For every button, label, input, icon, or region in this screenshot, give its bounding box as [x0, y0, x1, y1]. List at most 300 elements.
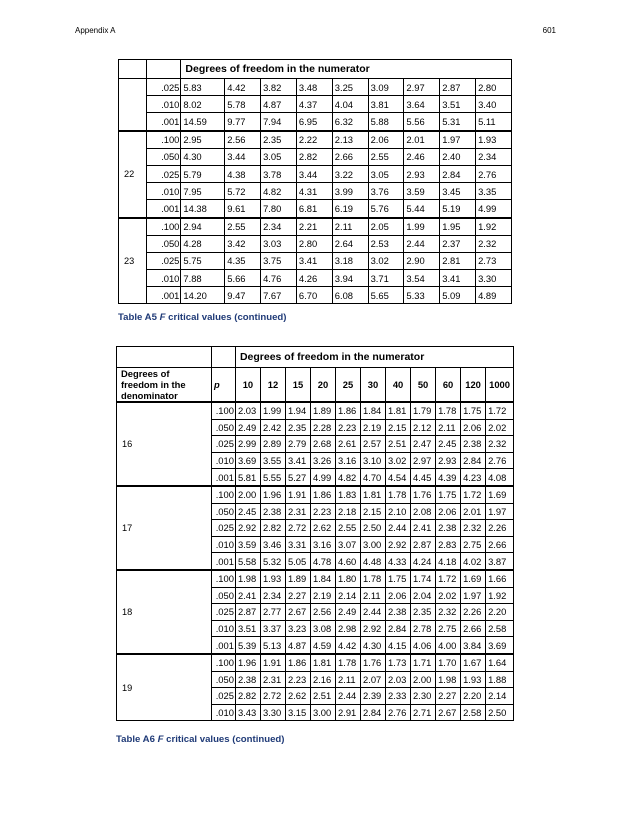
value-cell: 2.39	[361, 688, 386, 705]
den-cell: 17	[117, 486, 212, 570]
p-cell: .100	[212, 486, 236, 503]
value-cell: 3.41	[440, 270, 476, 287]
value-cell: 3.81	[368, 96, 404, 113]
table-row	[119, 218, 512, 236]
value-cell: 3.54	[404, 270, 440, 287]
value-cell: 1.76	[411, 486, 436, 503]
value-cell: 3.51	[235, 620, 260, 637]
value-cell: 5.27	[285, 469, 310, 486]
value-cell: 2.32	[461, 520, 486, 537]
value-cell: 2.66	[461, 620, 486, 637]
value-cell: 4.87	[285, 637, 310, 654]
value-cell: 2.06	[386, 587, 411, 604]
value-cell: 7.80	[261, 200, 297, 218]
column-header: 40	[386, 368, 411, 403]
value-cell: 2.44	[336, 688, 361, 705]
value-cell: 1.81	[310, 654, 335, 671]
value-cell: 3.40	[476, 96, 512, 113]
value-cell: 3.59	[404, 183, 440, 200]
value-cell: 2.93	[404, 165, 440, 182]
value-cell: 2.04	[411, 587, 436, 604]
value-cell: 2.87	[411, 536, 436, 553]
value-cell: 2.31	[260, 671, 285, 688]
value-cell: 3.64	[404, 96, 440, 113]
corner-cell	[212, 347, 236, 368]
value-cell: 1.83	[336, 486, 361, 503]
value-cell: 2.16	[310, 671, 335, 688]
value-cell: 2.49	[235, 419, 260, 436]
table-row	[119, 79, 512, 96]
value-cell: 1.92	[486, 587, 514, 604]
value-cell: 2.84	[386, 620, 411, 637]
value-cell: 3.82	[261, 79, 297, 96]
p-cell: .100	[147, 218, 181, 236]
value-cell: 2.41	[411, 520, 436, 537]
value-cell: 2.23	[310, 503, 335, 520]
value-cell: 3.07	[336, 536, 361, 553]
table-row	[119, 287, 512, 304]
value-cell: 5.81	[235, 469, 260, 486]
value-cell: 1.66	[486, 570, 514, 587]
table-row	[119, 113, 512, 131]
value-cell: 2.26	[461, 604, 486, 621]
value-cell: 2.14	[486, 688, 514, 705]
p-cell: .050	[147, 148, 181, 165]
value-cell: 4.06	[411, 637, 436, 654]
value-cell: 2.56	[310, 604, 335, 621]
value-cell: 2.64	[332, 235, 368, 252]
column-header: 30	[361, 368, 386, 403]
value-cell: 1.91	[285, 486, 310, 503]
value-cell: 1.98	[235, 570, 260, 587]
value-cell: 4.15	[386, 637, 411, 654]
value-cell: 2.19	[310, 587, 335, 604]
p-cell: .025	[212, 604, 236, 621]
value-cell: 7.94	[261, 113, 297, 131]
value-cell: 4.02	[461, 553, 486, 570]
value-cell: 1.97	[461, 587, 486, 604]
value-cell: 2.44	[404, 235, 440, 252]
value-cell: 9.77	[225, 113, 261, 131]
value-cell: 2.01	[461, 503, 486, 520]
value-cell: 2.81	[440, 252, 476, 269]
value-cell: 1.73	[386, 654, 411, 671]
p-cell: .100	[147, 131, 181, 149]
den-cell: 16	[117, 402, 212, 486]
value-cell: 2.56	[225, 131, 261, 149]
value-cell: 7.67	[261, 287, 297, 304]
value-cell: 3.48	[296, 79, 332, 96]
value-cell: 4.23	[461, 469, 486, 486]
value-cell: 3.16	[336, 452, 361, 469]
p-cell: .001	[147, 113, 181, 131]
value-cell: 2.35	[411, 604, 436, 621]
value-cell: 2.19	[361, 419, 386, 436]
value-cell: 5.31	[440, 113, 476, 131]
value-cell: 2.55	[368, 148, 404, 165]
value-cell: 1.75	[386, 570, 411, 587]
value-cell: 3.94	[332, 270, 368, 287]
p-cell: .025	[212, 436, 236, 453]
value-cell: 2.11	[336, 671, 361, 688]
value-cell: 3.55	[260, 452, 285, 469]
p-cell: .025	[147, 252, 181, 269]
value-cell: 3.18	[332, 252, 368, 269]
value-cell: 1.72	[461, 486, 486, 503]
value-cell: 5.44	[404, 200, 440, 218]
p-cell: .010	[147, 96, 181, 113]
value-cell: 4.39	[436, 469, 461, 486]
value-cell: 3.22	[332, 165, 368, 182]
value-cell: 3.42	[225, 235, 261, 252]
value-cell: 2.51	[310, 688, 335, 705]
value-cell: 2.20	[461, 688, 486, 705]
p-cell: .010	[147, 270, 181, 287]
value-cell: 1.78	[361, 570, 386, 587]
value-cell: 1.86	[285, 654, 310, 671]
value-cell: 2.06	[436, 503, 461, 520]
p-cell: .025	[212, 688, 236, 705]
value-cell: 6.95	[296, 113, 332, 131]
value-cell: 1.78	[436, 402, 461, 419]
value-cell: 2.82	[235, 688, 260, 705]
value-cell: 1.99	[404, 218, 440, 236]
value-cell: 3.09	[368, 79, 404, 96]
p-cell: .050	[212, 671, 236, 688]
table-row	[119, 131, 512, 149]
value-cell: 4.48	[361, 553, 386, 570]
value-cell: 5.75	[181, 252, 225, 269]
value-cell: 2.11	[436, 419, 461, 436]
table-a6-caption: Table A6 F critical values (continued)	[116, 734, 285, 745]
value-cell: 5.19	[440, 200, 476, 218]
value-cell: 5.05	[285, 553, 310, 570]
value-cell: 9.61	[225, 200, 261, 218]
value-cell: 3.02	[368, 252, 404, 269]
value-cell: 6.19	[332, 200, 368, 218]
value-cell: 6.70	[296, 287, 332, 304]
value-cell: 5.39	[235, 637, 260, 654]
value-cell: 4.42	[336, 637, 361, 654]
p-cell: .010	[147, 183, 181, 200]
value-cell: 2.07	[361, 671, 386, 688]
p-cell: .050	[147, 235, 181, 252]
value-cell: 3.69	[235, 452, 260, 469]
value-cell: 3.44	[296, 165, 332, 182]
value-cell: 2.38	[235, 671, 260, 688]
p-cell: .001	[212, 637, 236, 654]
p-cell: .050	[212, 503, 236, 520]
value-cell: 3.03	[261, 235, 297, 252]
f-table-a5	[118, 59, 512, 304]
column-header: 20	[310, 368, 335, 403]
p-cell: .010	[212, 620, 236, 637]
value-cell: 2.49	[336, 604, 361, 621]
value-cell: 2.27	[436, 688, 461, 705]
value-cell: 2.42	[260, 419, 285, 436]
value-cell: 3.69	[486, 637, 514, 654]
value-cell: 4.78	[310, 553, 335, 570]
value-cell: 2.95	[181, 131, 225, 149]
value-cell: 1.69	[461, 570, 486, 587]
table-row	[119, 165, 512, 182]
value-cell: 1.75	[436, 486, 461, 503]
value-cell: 2.28	[310, 419, 335, 436]
value-cell: 4.08	[486, 469, 514, 486]
value-cell: 3.02	[386, 452, 411, 469]
value-cell: 4.87	[261, 96, 297, 113]
value-cell: 5.78	[225, 96, 261, 113]
p-cell: .001	[147, 287, 181, 304]
value-cell: 1.99	[260, 402, 285, 419]
value-cell: 2.00	[235, 486, 260, 503]
table-row	[117, 486, 514, 503]
den-cell	[119, 79, 147, 131]
table-row	[119, 96, 512, 113]
value-cell: 2.72	[285, 520, 310, 537]
value-cell: 14.38	[181, 200, 225, 218]
value-cell: 1.86	[336, 402, 361, 419]
value-cell: 2.38	[260, 503, 285, 520]
value-cell: 2.92	[361, 620, 386, 637]
running-header-left: Appendix A	[75, 26, 116, 35]
f-table-a6	[116, 346, 514, 721]
column-header: 12	[260, 368, 285, 403]
value-cell: 2.75	[436, 620, 461, 637]
value-cell: 3.00	[310, 704, 335, 721]
value-cell: 2.44	[386, 520, 411, 537]
value-cell: 1.88	[486, 671, 514, 688]
table-row	[119, 252, 512, 269]
value-cell: 2.78	[411, 620, 436, 637]
value-cell: 2.21	[296, 218, 332, 236]
value-cell: 1.67	[461, 654, 486, 671]
value-cell: 3.87	[486, 553, 514, 570]
value-cell: 2.50	[486, 704, 514, 721]
value-cell: 2.83	[436, 536, 461, 553]
den-cell: 22	[119, 131, 147, 218]
value-cell: 14.20	[181, 287, 225, 304]
value-cell: 1.78	[386, 486, 411, 503]
p-cell: .025	[147, 165, 181, 182]
table-row	[117, 402, 514, 419]
value-cell: 4.99	[310, 469, 335, 486]
value-cell: 4.30	[361, 637, 386, 654]
value-cell: 2.76	[386, 704, 411, 721]
value-cell: 2.57	[361, 436, 386, 453]
corner-cell	[147, 60, 181, 79]
value-cell: 5.33	[404, 287, 440, 304]
value-cell: 4.24	[411, 553, 436, 570]
value-cell: 2.99	[235, 436, 260, 453]
value-cell: 2.10	[386, 503, 411, 520]
value-cell: 5.88	[368, 113, 404, 131]
value-cell: 3.23	[285, 620, 310, 637]
value-cell: 3.78	[261, 165, 297, 182]
value-cell: 8.02	[181, 96, 225, 113]
value-cell: 4.82	[336, 469, 361, 486]
p-cell: .010	[212, 452, 236, 469]
value-cell: 1.70	[436, 654, 461, 671]
value-cell: 2.32	[436, 604, 461, 621]
value-cell: 1.72	[486, 402, 514, 419]
value-cell: 2.02	[486, 419, 514, 436]
value-cell: 3.44	[225, 148, 261, 165]
value-cell: 2.20	[486, 604, 514, 621]
value-cell: 6.32	[332, 113, 368, 131]
value-cell: 2.89	[260, 436, 285, 453]
value-cell: 2.55	[225, 218, 261, 236]
value-cell: 4.30	[181, 148, 225, 165]
value-cell: 1.81	[361, 486, 386, 503]
value-cell: 2.84	[440, 165, 476, 182]
value-cell: 2.77	[260, 604, 285, 621]
value-cell: 3.43	[235, 704, 260, 721]
value-cell: 5.13	[260, 637, 285, 654]
value-cell: 9.47	[225, 287, 261, 304]
value-cell: 2.12	[411, 419, 436, 436]
value-cell: 2.50	[361, 520, 386, 537]
value-cell: 3.45	[440, 183, 476, 200]
value-cell: 3.51	[440, 96, 476, 113]
value-cell: 2.32	[486, 436, 514, 453]
value-cell: 2.97	[404, 79, 440, 96]
value-cell: 3.76	[368, 183, 404, 200]
value-cell: 2.92	[235, 520, 260, 537]
value-cell: 2.37	[440, 235, 476, 252]
value-cell: 2.87	[440, 79, 476, 96]
value-cell: 1.64	[486, 654, 514, 671]
value-cell: 4.59	[310, 637, 335, 654]
value-cell: 2.41	[235, 587, 260, 604]
den-cell: 23	[119, 218, 147, 304]
value-cell: 1.98	[436, 671, 461, 688]
value-cell: 6.81	[296, 200, 332, 218]
numerator-heading: Degrees of freedom in the numerator	[181, 60, 512, 79]
value-cell: 3.30	[260, 704, 285, 721]
column-header: 25	[336, 368, 361, 403]
numerator-heading: Degrees of freedom in the numerator	[235, 347, 513, 368]
value-cell: 1.96	[260, 486, 285, 503]
value-cell: 4.89	[476, 287, 512, 304]
value-cell: 2.55	[336, 520, 361, 537]
value-cell: 5.32	[260, 553, 285, 570]
value-cell: 1.97	[486, 503, 514, 520]
value-cell: 5.56	[404, 113, 440, 131]
value-cell: 1.97	[440, 131, 476, 149]
value-cell: 2.76	[476, 165, 512, 182]
value-cell: 3.59	[235, 536, 260, 553]
value-cell: 1.89	[310, 402, 335, 419]
column-header: 10	[235, 368, 260, 403]
value-cell: 1.84	[310, 570, 335, 587]
table-a5-caption: Table A5 F critical values (continued)	[118, 312, 287, 323]
value-cell: 2.23	[285, 671, 310, 688]
value-cell: 3.35	[476, 183, 512, 200]
value-cell: 2.18	[336, 503, 361, 520]
value-cell: 3.46	[260, 536, 285, 553]
value-cell: 2.79	[285, 436, 310, 453]
value-cell: 3.10	[361, 452, 386, 469]
value-cell: 2.71	[411, 704, 436, 721]
value-cell: 2.03	[386, 671, 411, 688]
value-cell: 2.84	[361, 704, 386, 721]
value-cell: 5.72	[225, 183, 261, 200]
value-cell: 2.34	[260, 587, 285, 604]
value-cell: 2.92	[386, 536, 411, 553]
value-cell: 2.08	[411, 503, 436, 520]
table-row	[119, 148, 512, 165]
p-cell: .010	[212, 704, 236, 721]
p-cell: .100	[212, 654, 236, 671]
denominator-header: Degrees of freedom in the denominator	[117, 368, 212, 403]
value-cell: 4.37	[296, 96, 332, 113]
value-cell: 2.68	[310, 436, 335, 453]
value-cell: 2.14	[336, 587, 361, 604]
value-cell: 5.76	[368, 200, 404, 218]
value-cell: 4.70	[361, 469, 386, 486]
value-cell: 1.89	[285, 570, 310, 587]
value-cell: 2.03	[235, 402, 260, 419]
value-cell: 2.87	[235, 604, 260, 621]
value-cell: 2.91	[336, 704, 361, 721]
value-cell: 4.33	[386, 553, 411, 570]
value-cell: 14.59	[181, 113, 225, 131]
value-cell: 2.98	[336, 620, 361, 637]
table-row	[117, 570, 514, 587]
value-cell: 2.97	[411, 452, 436, 469]
p-cell: .010	[212, 536, 236, 553]
value-cell: 2.62	[310, 520, 335, 537]
value-cell: 4.42	[225, 79, 261, 96]
value-cell: 1.95	[440, 218, 476, 236]
value-cell: 4.45	[411, 469, 436, 486]
value-cell: 1.93	[461, 671, 486, 688]
value-cell: 4.60	[336, 553, 361, 570]
value-cell: 2.31	[285, 503, 310, 520]
value-cell: 2.61	[336, 436, 361, 453]
value-cell: 2.38	[436, 520, 461, 537]
den-cell: 18	[117, 570, 212, 654]
value-cell: 2.58	[461, 704, 486, 721]
value-cell: 3.41	[285, 452, 310, 469]
value-cell: 4.82	[261, 183, 297, 200]
value-cell: 1.76	[361, 654, 386, 671]
column-header: 15	[285, 368, 310, 403]
table-row	[117, 654, 514, 671]
value-cell: 1.80	[336, 570, 361, 587]
value-cell: 5.58	[235, 553, 260, 570]
value-cell: 2.35	[261, 131, 297, 149]
value-cell: 1.93	[476, 131, 512, 149]
value-cell: 2.80	[296, 235, 332, 252]
value-cell: 2.75	[461, 536, 486, 553]
value-cell: 2.00	[411, 671, 436, 688]
value-cell: 5.65	[368, 287, 404, 304]
value-cell: 2.15	[386, 419, 411, 436]
den-cell: 19	[117, 654, 212, 721]
value-cell: 5.83	[181, 79, 225, 96]
value-cell: 2.51	[386, 436, 411, 453]
value-cell: 4.54	[386, 469, 411, 486]
value-cell: 4.26	[296, 270, 332, 287]
value-cell: 2.11	[332, 218, 368, 236]
p-header: p	[212, 368, 236, 403]
table-row	[119, 270, 512, 287]
value-cell: 3.71	[368, 270, 404, 287]
p-cell: .001	[212, 469, 236, 486]
value-cell: 1.81	[386, 402, 411, 419]
